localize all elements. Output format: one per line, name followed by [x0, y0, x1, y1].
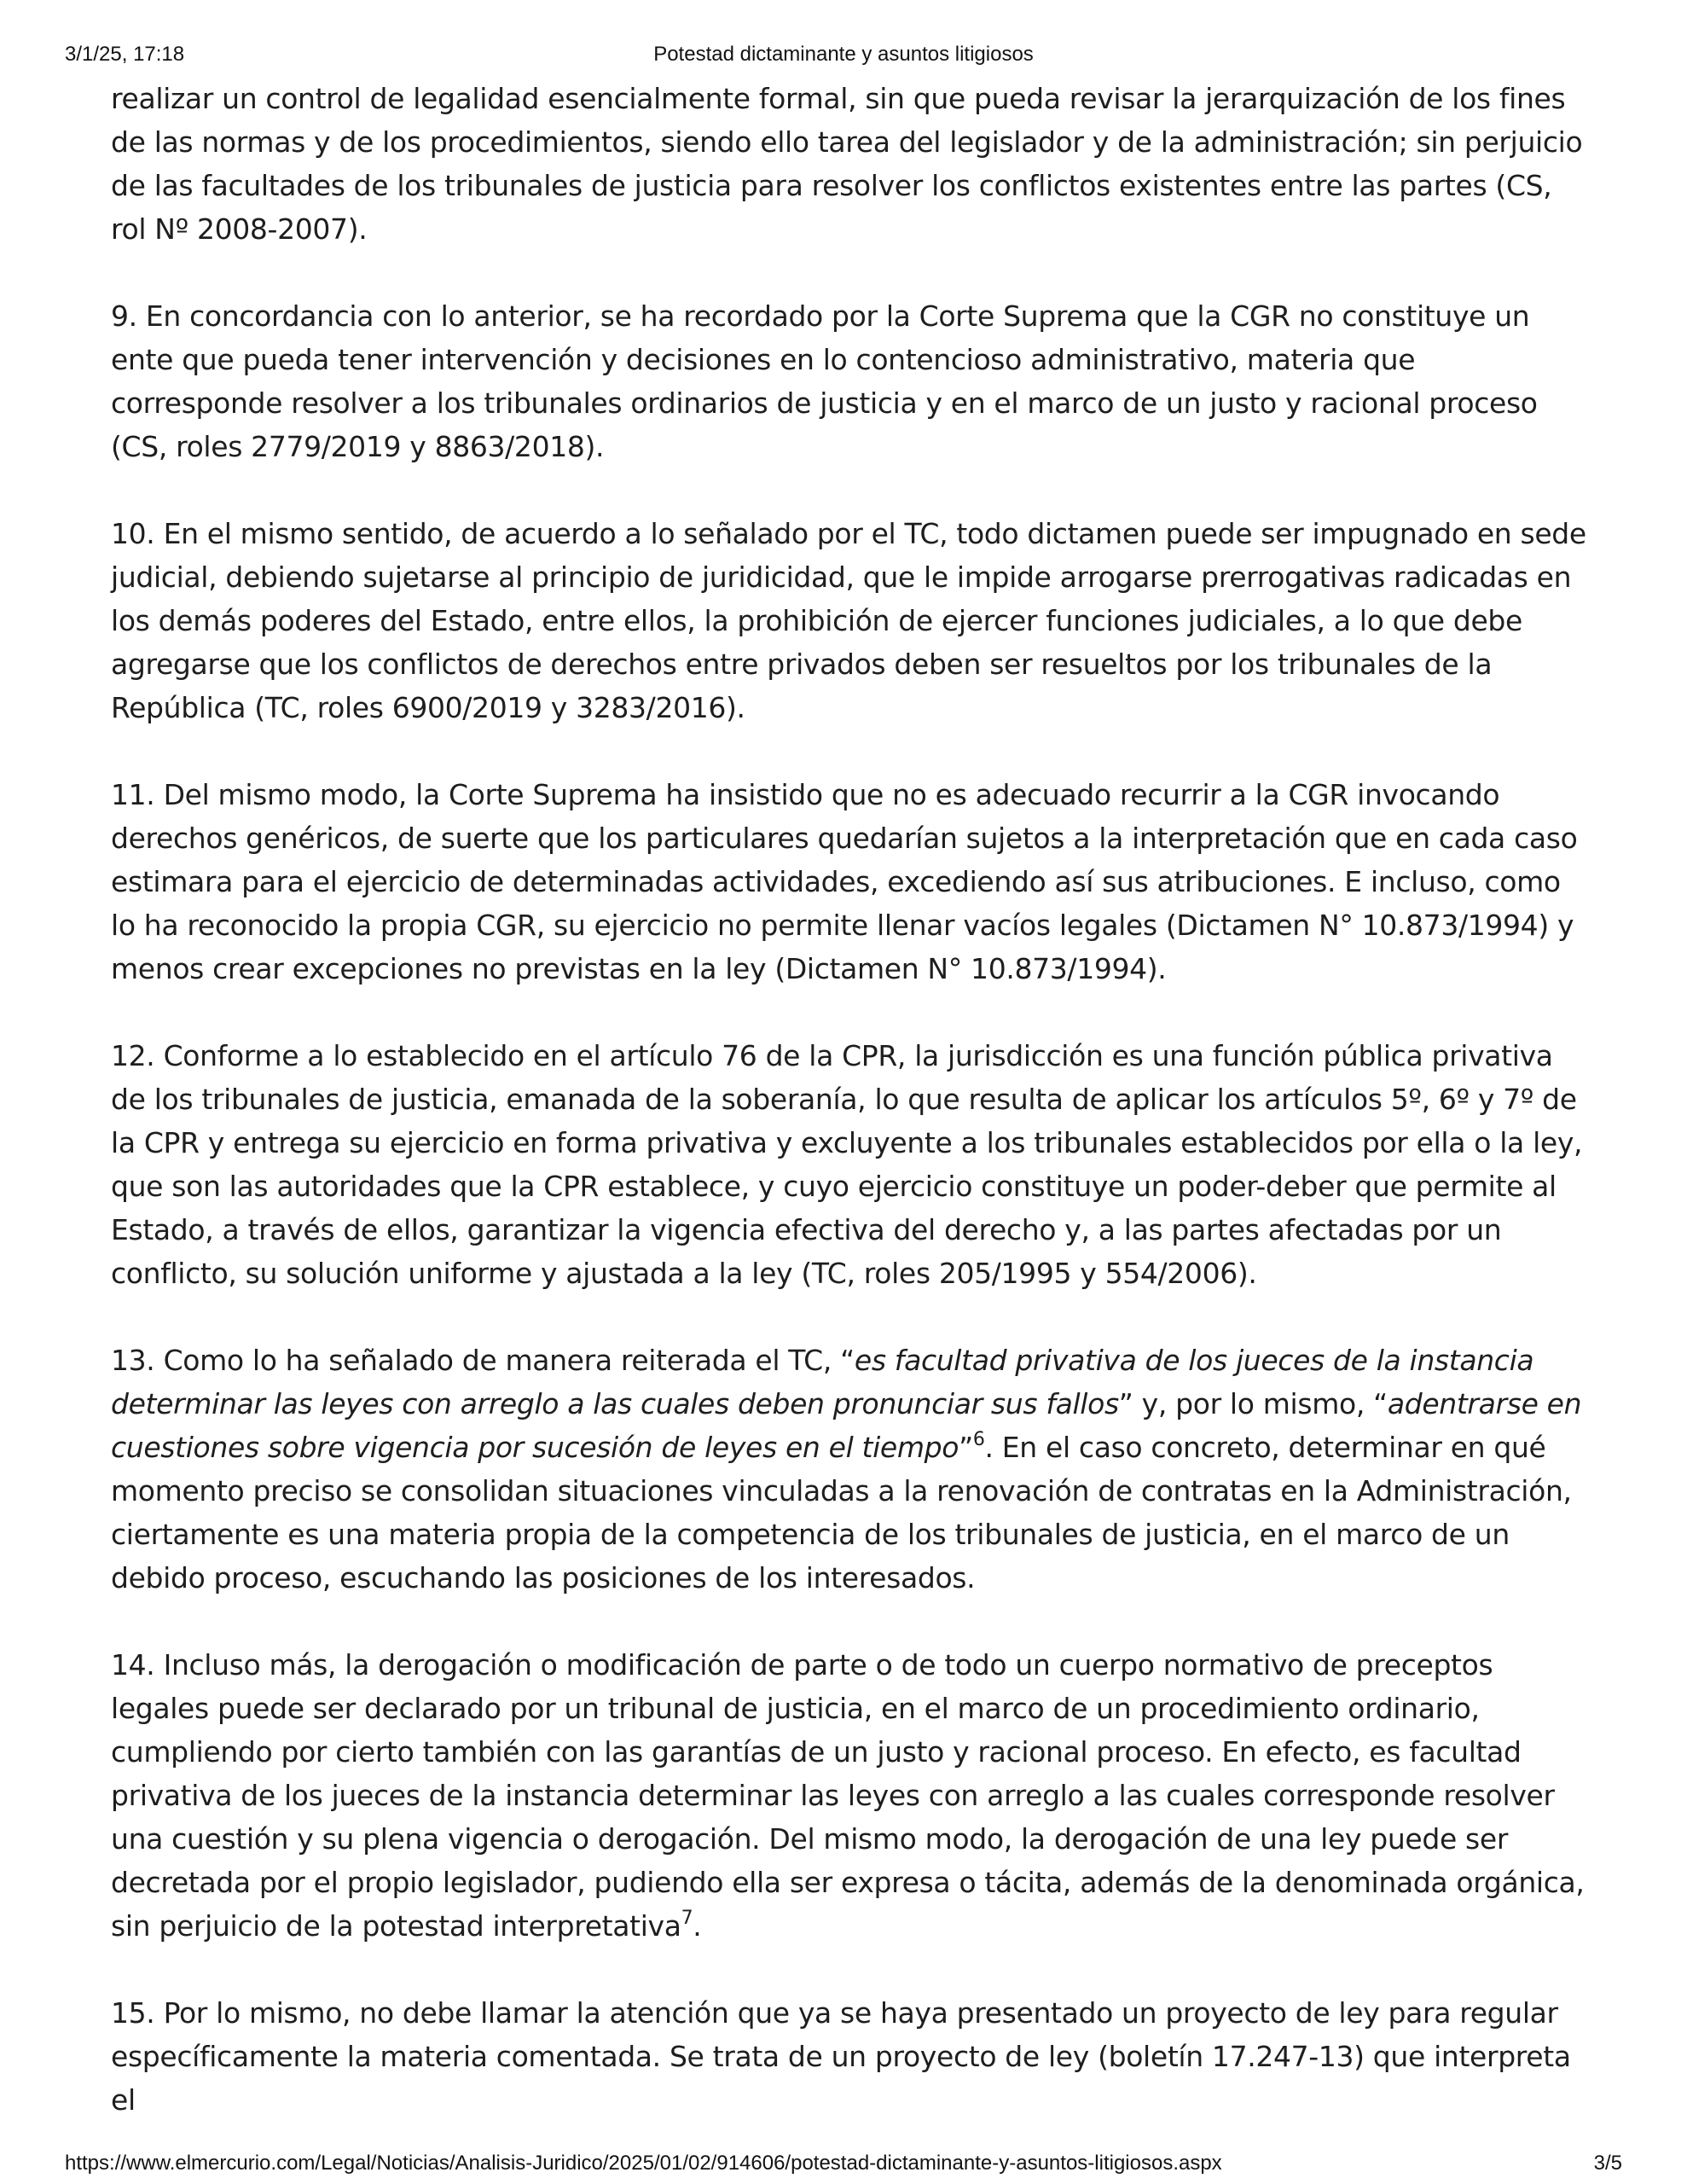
- p14-end: .: [693, 1909, 702, 1943]
- p13-close-quote: ”: [959, 1431, 973, 1464]
- page-title: Potestad dictaminante y asuntos litigiosos: [653, 43, 1034, 66]
- print-header: [0, 43, 1687, 70]
- paragraph-14: [111, 1643, 1586, 1948]
- p13-intro: 13. Como lo ha señalado de manera reiterada el TC, “: [111, 1344, 855, 1377]
- paragraph-12: 12. Conforme a lo establecido en el artículo 76 de la CPR, la jurisdicción es una función pública privativa de los tribunales de justicia, emanada de la soberanía, lo que resulta de aplicar los artículos 5º, 6º y 7º de la CPR y entrega su ejercicio en forma privativa y excluyente a los tribunales establecidos por ella o la ley, que son las autoridades que la CPR establece, y cuyo ejercicio constituye un poder-deber que permite al Estado, a través de ellos, garantizar la vigencia efectiva del derecho y, a las partes afectadas por un conflicto, su solución uniforme y ajustada a la ley (TC, roles 205/1995 y 554/2006).: [111, 1039, 1583, 1290]
- paragraph-continuation: realizar un control de legalidad esencialmente formal, sin que pueda revisar la jerarquización de los fines de las normas y de los procedimientos, siendo ello tarea del legislador y de la administración; sin perjuicio de las facultades de los tribunales de justicia para resolver los conflictos existentes entre las partes (CS, rol Nº 2008-2007).: [111, 82, 1583, 246]
- paragraph-11: 11. Del mismo modo, la Corte Suprema ha insistido que no es adecuado recurrir a la CGR invocando derechos genéricos, de suerte que los particulares quedarían sujetos a la interpretación que en cada caso estimara para el ejercicio de determinadas actividades, excediendo así sus atribuciones. E incluso, como lo ha reconocido la propia CGR, su ejercicio no permite llenar vacíos legales (Dictamen N° 10.873/1994) y menos crear excepciones no previstas en la ley (Dictamen N° 10.873/1994).: [111, 778, 1578, 985]
- quote-facultad-privativa: es facultad privativa de los jueces de la instancia determinar las leyes con arreglo a las cuales deben pronunciar sus fallos: [111, 1344, 1534, 1420]
- print-footer: [0, 2152, 1687, 2179]
- footnote-ref-6[interactable]: 6: [972, 1429, 985, 1450]
- p13-rest: . En el caso concreto, determinar en qué momento preciso se consolidan situaciones vinculadas a la renovación de contratas en la Administración, ciertamente es una materia propia de la competencia de los tribunales de justicia, en el marco de un debido proceso, escuchando las posiciones de los interesados.: [111, 1431, 1572, 1594]
- paragraph-13: [111, 1339, 1586, 1600]
- paragraph-9: 9. En concordancia con lo anterior, se ha recordado por la Corte Suprema que la CGR no constituye un ente que pueda tener intervención y decisiones en lo contencioso administrativo, materia que corresponde resolver a los tribunales ordinarios de justicia y en el marco de un justo y racional proceso (CS, roles 2779/2019 y 8863/2018).: [111, 299, 1538, 463]
- article-body: [111, 77, 1586, 2122]
- paragraph-15: 15. Por lo mismo, no debe llamar la atención que ya se haya presentado un proyecto de ley para regular específicamente la materia comentada. Se trata de un proyecto de ley (boletín 17.247-13) que interpreta el: [111, 1996, 1571, 2117]
- page-url: https://www.elmercurio.com/Legal/Noticias/Analisis-Juridico/2025/01/02/914606/potestad-dictaminante-y-asuntos-litigiosos.aspx: [65, 2152, 1222, 2175]
- quote-vigencia-leyes: adentrarse en cuestiones sobre vigencia por sucesión de leyes en el tiempo: [111, 1387, 1582, 1464]
- footnote-ref-7[interactable]: 7: [681, 1908, 693, 1929]
- p14-text: 14. Incluso más, la derogación o modificación de parte o de todo un cuerpo normativo de preceptos legales puede ser declarado por un tribunal de justicia, en el marco de un procedimiento ordinario, cumpliendo por cierto también con las garantías de un justo y racional proceso. En efecto, es facultad privativa de los jueces de la instancia determinar las leyes con arreglo a las cuales corresponde resolver una cuestión y su plena vigencia o derogación. Del mismo modo, la derogación de una ley puede ser decretada por el propio legislador, pudiendo ella ser expresa o tácita, además de la denominada orgánica, sin perjuicio de la potestad interpretativa: [111, 1648, 1585, 1943]
- p13-connector: ” y, por lo mismo, “: [1118, 1387, 1388, 1420]
- paragraph-10: 10. En el mismo sentido, de acuerdo a lo señalado por el TC, todo dictamen puede ser impugnado en sede judicial, debiendo sujetarse al principio de juridicidad, que le impide arrogarse prerrogativas radicadas en los demás poderes del Estado, entre ellos, la prohibición de ejercer funciones judiciales, a lo que debe agregarse que los conflictos de derechos entre privados deben ser resueltos por los tribunales de la República (TC, roles 6900/2019 y 3283/2016).: [111, 517, 1586, 724]
- page-number: 3/5: [1593, 2152, 1622, 2175]
- print-date: 3/1/25, 17:18: [65, 43, 185, 66]
